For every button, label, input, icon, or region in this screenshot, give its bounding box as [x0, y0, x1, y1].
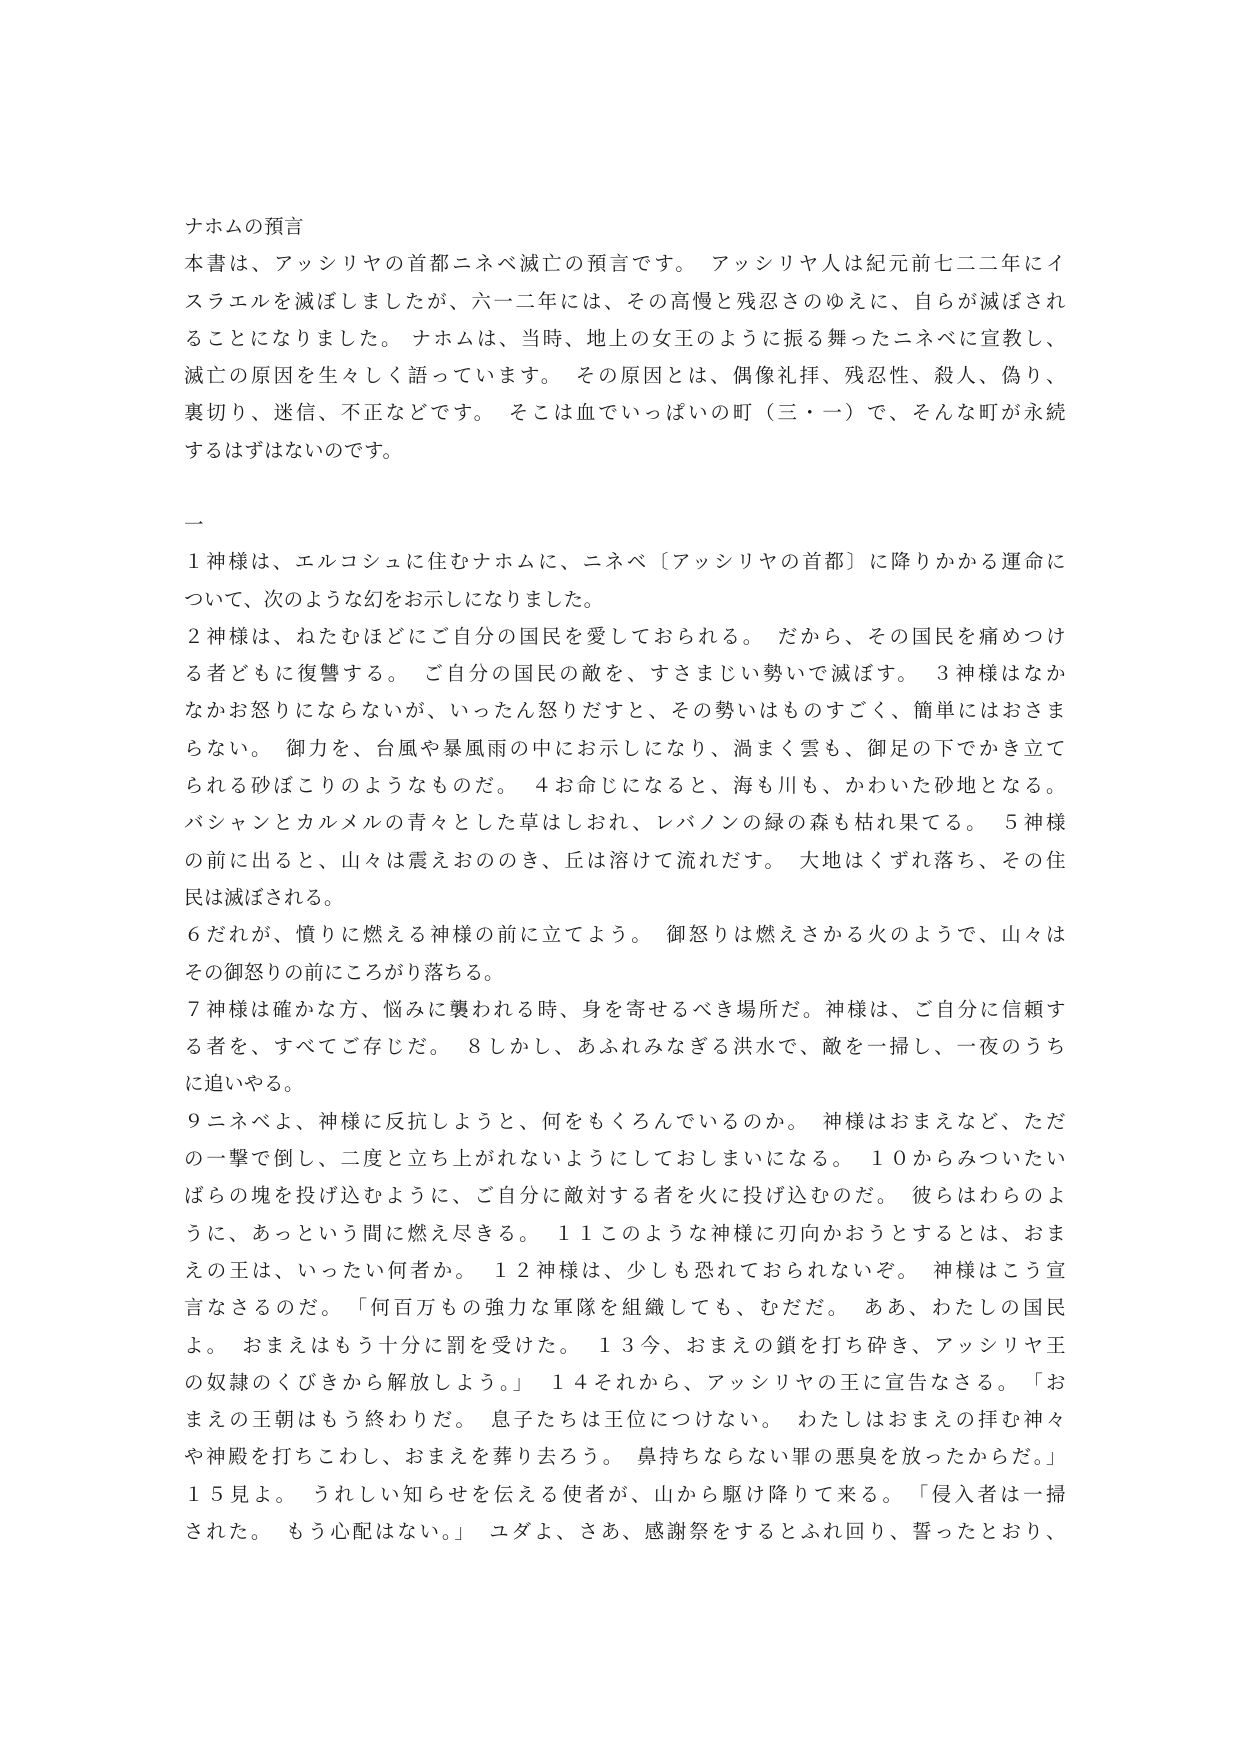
verse-line: に追いやる。 [184, 1072, 305, 1096]
document-title: ナホムの預言 [184, 215, 305, 238]
verse-line: らない。 御力を、台風や暴風雨の中にお示しになり、渦まく雲も、御足の下でかき立て [184, 736, 1066, 760]
intro-line: 本書は、アッシリヤの首都ニネベ滅亡の預言です。 アッシリヤ人は紀元前七二二年にイ [184, 252, 1066, 276]
intro-section [184, 208, 1066, 469]
verse-line: ７神様は確かな方、悩みに襲われる時、身を寄せるべき場所だ。神様は、ご自分に信頼す [184, 997, 1066, 1021]
verse-line: うに、あっという間に燃え尽きる。 １１このような神様に刃向かおうとするとは、おま [184, 1221, 1066, 1245]
intro-line: 裏切り、迷信、不正などです。 そこは血でいっぱいの町（三・一）で、そんな町が永続 [184, 401, 1066, 425]
verse-line: まえの王朝はもう終わりだ。 息子たちは王位につけない。 わたしはおまえの拝む神々 [184, 1408, 1066, 1432]
verse-line: その御怒りの前にころがり落ちる。 [184, 960, 505, 984]
verse-line: された。 もう心配はない。」 ユダよ、さあ、感謝祭をするとふれ回り、誓ったとおり、 [184, 1520, 1066, 1544]
verse-line: えの王は、いったい何者か。 １２神様は、少しも恐れておられないぞ。 神様はこう宣 [184, 1258, 1066, 1282]
verse-line: なかお怒りにならないが、いったん怒りだすと、その勢いはものすごく、簡単にはおさま [184, 699, 1066, 723]
verse-line: や神殿を打ちこわし、おまえを葬り去ろう。 鼻持ちならない罪の悪臭を放ったからだ。」 [184, 1445, 1066, 1469]
intro-line: するはずはないのです。 [184, 438, 403, 462]
chapter-section [184, 506, 1066, 1550]
verse-line: ２神様は、ねたむほどにご自分の国民を愛しておられる。 だから、その国民を痛めつけ [184, 624, 1066, 648]
verse-line: バシャンとカルメルの青々とした草はしおれ、レバノンの緑の森も枯れ果てる。 ５神様 [184, 811, 1066, 835]
verse-line: １５見よ。 うれしい知らせを伝える使者が、山から駆け降りて来る。 「侵入者は一掃 [184, 1482, 1066, 1506]
verse-line: の一撃で倒し、二度と立ち上がれないようにしておしまいになる。 １０からみついたい [184, 1147, 1066, 1171]
verse-line: よ。 おまえはもう十分に罰を受けた。 １３今、おまえの鎖を打ち砕き、アッシリヤ王 [184, 1333, 1066, 1357]
intro-line: 滅亡の原因を生々しく語っています。 その原因とは、偶像礼拝、残忍性、殺人、偽り、 [184, 364, 1066, 388]
intro-line: スラエルを滅ぼしましたが、六一二年には、その高慢と残忍さのゆえに、自らが滅ぼされ [184, 289, 1066, 313]
verse-line: 民は滅ぼされる。 [184, 885, 345, 909]
verse-line: １神様は、エルコシュに住むナホムに、ニネベ〔アッシリヤの首都〕に降りかかる運命に [184, 550, 1066, 574]
verse-line: ９ニネベよ、神様に反抗しようと、何をもくろんでいるのか。 神様はおまえなど、ただ [184, 1109, 1066, 1133]
verse-line: の前に出ると、山々は震えおののき、丘は溶けて流れだす。 大地はくずれ落ち、その住 [184, 848, 1066, 872]
chapter-number: 一 [184, 513, 205, 536]
verse-line: 言なさるのだ。 「何百万もの強力な軍隊を組織しても、むだだ。 ああ、わたしの国民 [184, 1296, 1066, 1320]
verse-line: る者どもに復讐する。 ご自分の国民の敵を、すさまじい勢いで滅ぼす。 ３神様はなか [184, 662, 1066, 686]
verse-line: ついて、次のような幻をお示しになりました。 [184, 587, 604, 611]
verse-line: ６だれが、憤りに燃える神様の前に立てよう。 御怒りは燃えさかる火のようで、山々は [184, 923, 1066, 947]
verse-line: られる砂ぼこりのようなものだ。 ４お命じになると、海も川も、かわいた砂地となる。 [184, 774, 1066, 798]
verse-line: の奴隷のくびきから解放しよう。」 １４それから、アッシリヤの王に宣告なさる。 「お [184, 1370, 1066, 1394]
intro-line: ることになりました。 ナホムは、当時、地上の女王のように振る舞ったニネベに宣教し、 [184, 326, 1066, 350]
verse-line: ばらの塊を投げ込むように、ご自分に敵対する者を火に投げ込むのだ。 彼らはわらのよ [184, 1184, 1066, 1208]
verse-line: る者を、すべてご存じだ。 ８しかし、あふれみなぎる洪水で、敵を一掃し、一夜のうち [184, 1035, 1066, 1059]
